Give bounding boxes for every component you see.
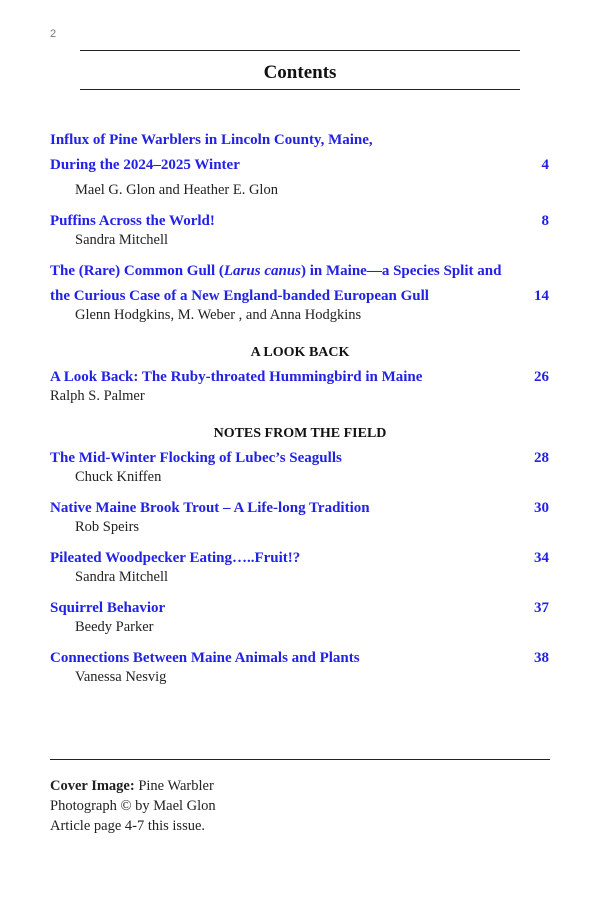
toc-entry-authors: Beedy Parker (75, 619, 154, 635)
toc-entry-page[interactable]: 38 (534, 650, 549, 666)
toc-entry-authors: Mael G. Glon and Heather E. Glon (75, 182, 278, 198)
toc-entry-authors: Ralph S. Palmer (50, 388, 145, 404)
toc-entry-page[interactable]: 30 (534, 500, 549, 516)
contents-heading: Contents (263, 62, 337, 83)
cover-subject: Pine Warbler (138, 778, 214, 794)
toc-entry-title[interactable]: the Curious Case of a New England-banded European Gull (50, 288, 429, 304)
toc-entry-authors: Glenn Hodgkins, M. Weber , and Anna Hodgkins (75, 307, 362, 323)
footer-rule (50, 759, 550, 760)
toc-entry-title[interactable]: Influx of Pine Warblers in Lincoln County, Maine, (50, 132, 373, 148)
cover-article-ref: Article page 4-7 this issue. (50, 818, 206, 834)
toc-entry-page[interactable]: 28 (534, 450, 549, 466)
toc-entry-authors: Sandra Mitchell (75, 232, 169, 248)
toc-entry-title[interactable]: Native Maine Brook Trout – A Life-long Tradition (50, 500, 370, 516)
title-text: ) in Maine—a Species Split and (301, 263, 502, 279)
toc-entry-title[interactable]: Puffins Across the World! (50, 213, 215, 229)
toc-entry-title[interactable]: Pileated Woodpecker Eating…..Fruit!? (50, 550, 301, 566)
toc-entry-title[interactable]: Squirrel Behavior (50, 600, 166, 616)
toc-entry-page[interactable]: 14 (534, 288, 549, 304)
toc-entry-title[interactable]: During the 2024–2025 Winter (50, 157, 240, 173)
toc-entry-page[interactable]: 8 (541, 213, 549, 229)
toc-entry-authors: Chuck Kniffen (75, 469, 162, 485)
page-number: 2 (50, 28, 57, 40)
cover-photo-credit: Photograph © by Mael Glon (50, 798, 216, 814)
title-text: The (Rare) Common Gull ( (50, 263, 224, 279)
species-name: Larus canus (223, 263, 301, 279)
toc-entry-page[interactable]: 26 (534, 369, 549, 385)
toc-entry-authors: Vanessa Nesvig (75, 669, 167, 685)
top-rule (80, 50, 520, 51)
section-heading-notes: NOTES FROM THE FIELD (213, 426, 387, 441)
toc-entry-title[interactable]: A Look Back: The Ruby-throated Hummingbird in Maine (50, 369, 423, 385)
toc-entry-page[interactable]: 4 (541, 157, 549, 173)
section-heading-look-back: A LOOK BACK (250, 345, 350, 360)
toc-entry-title[interactable] (50, 263, 501, 280)
toc-entry-authors: Sandra Mitchell (75, 569, 169, 585)
cover-label: Cover Image: (50, 778, 135, 794)
toc-entry-title[interactable]: The Mid-Winter Flocking of Lubec’s Seagulls (50, 450, 342, 466)
toc-entry-authors: Rob Speirs (75, 519, 140, 535)
toc-entry-page[interactable]: 34 (534, 550, 549, 566)
heading-rule (80, 89, 520, 90)
toc-entry-page[interactable]: 37 (534, 600, 549, 616)
toc-entry-title[interactable]: Connections Between Maine Animals and Plants (50, 650, 360, 666)
cover-image-line (50, 778, 214, 795)
